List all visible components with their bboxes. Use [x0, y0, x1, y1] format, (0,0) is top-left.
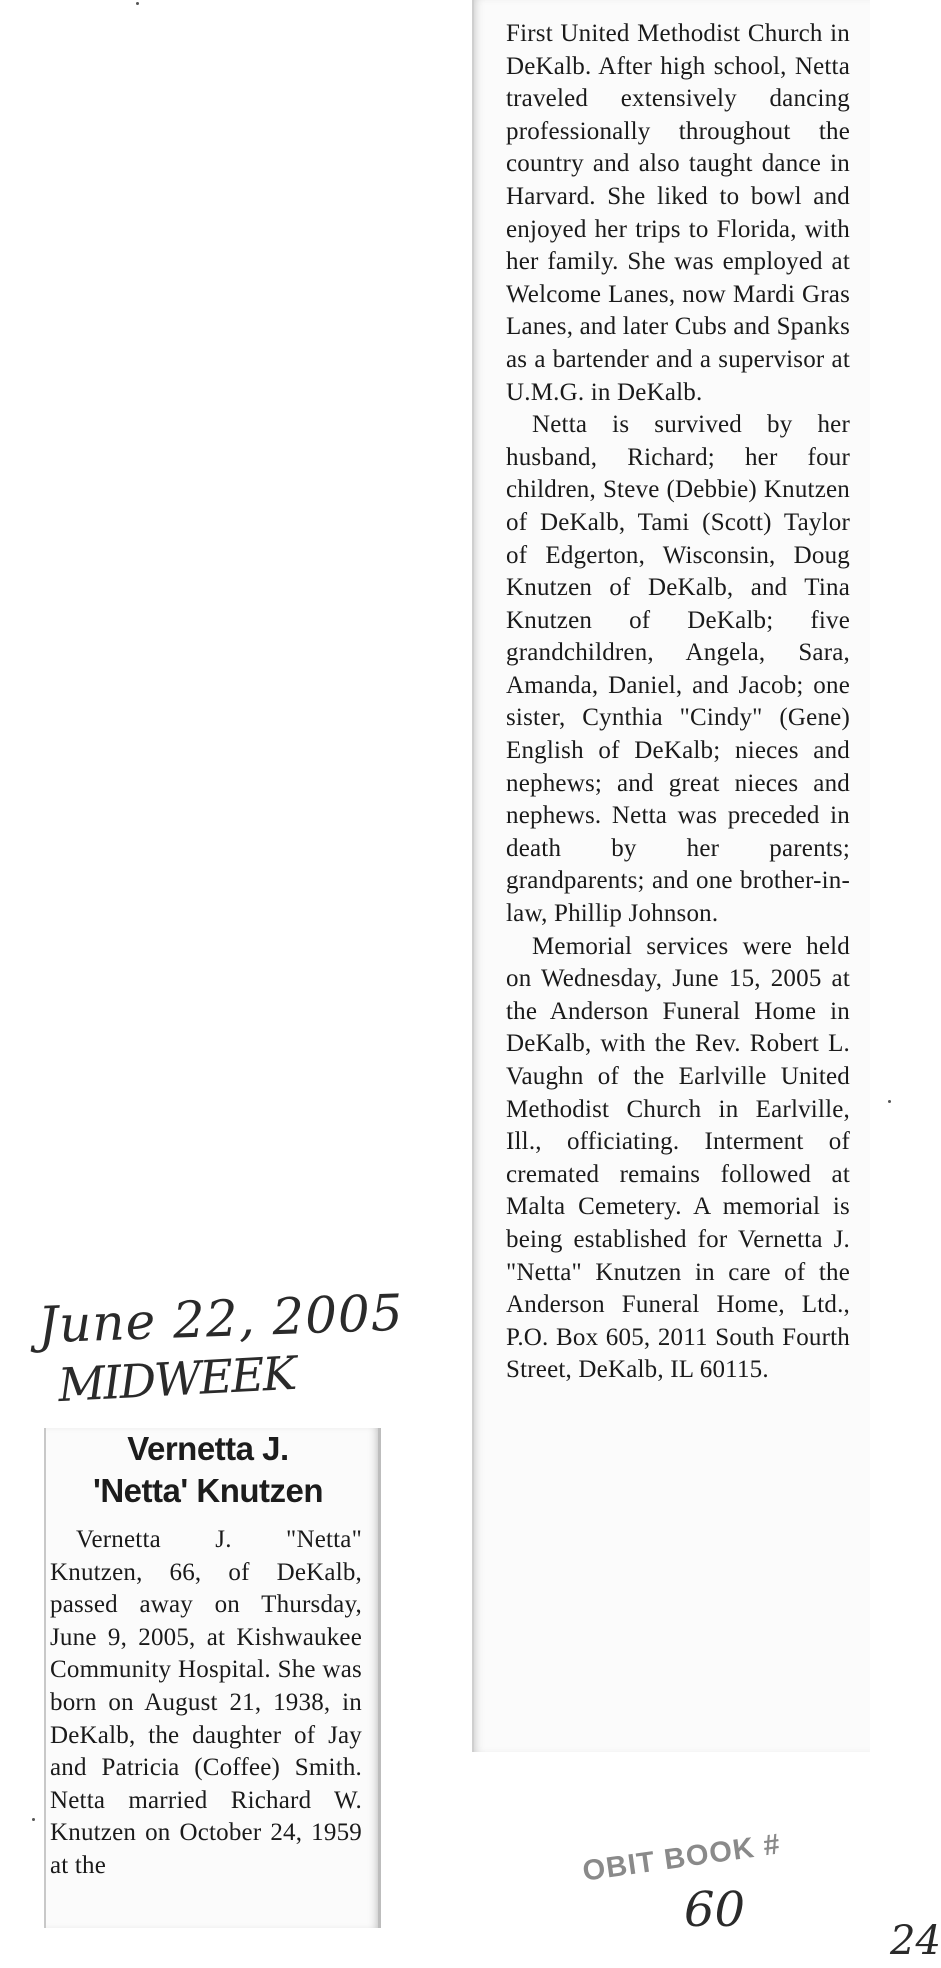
- headline-line-1: Vernetta J.: [127, 1430, 289, 1467]
- left-paragraph: Vernetta J. "Netta" Knutzen, 66, of DeKalb, passed away on Thursday, June 9, 2005, at Kishwaukee Community Hospital. She was born on August 21, 1938, in DeKalb, the daughter of Jay and Patricia (Coffee) Smith. Netta married Richard W. Knutzen on October 24, 1959 at the: [50, 1526, 362, 1879]
- left-column: [50, 1524, 362, 1883]
- right-paragraph-3: Memorial services were held on Wednesday, June 15, 2005 at the Anderson Funeral Home in DeKalb, with the Rev. Robert L. Vaughn of the Earlville United Methodist Church in Earlville, Ill., officiating. Interment of cremated remains followed at Malta Cemetery. A memorial is being established for Vernetta J. "Netta" Knutzen in care of the Anderson Funeral Home, Ltd., P.O. Box 605, 2011 South Fourth Street, DeKalb, IL 60115.: [506, 932, 850, 1384]
- headline-line-2: 'Netta' Knutzen: [92, 1472, 324, 1509]
- scan-speck: [888, 1100, 891, 1103]
- right-column: [506, 18, 850, 1387]
- right-paragraph-1: First United Methodist Church in DeKalb. After high school, Netta traveled extensively dancing professionally throughout the country and also taught dance in Harvard. She liked to bowl and enjoyed her trips to Florida, with her family. She was employed at Welcome Lanes, now Mardi Gras Lanes, and later Cubs and Spanks as a bartender and a supervisor at U.M.G. in DeKalb.: [506, 20, 850, 406]
- handwritten-source: MIDWEEK: [56, 1345, 297, 1413]
- handwritten-note: [37, 1283, 405, 1420]
- right-paragraph-2: Netta is survived by her husband, Richard; her four children, Steve (Debbie) Knutzen of DeKalb, Tami (Scott) Taylor of Edgerton, Wisconsin, Doug Knutzen of DeKalb, and Tina Knutzen of DeKalb; five grandchildren, Angela, Sara, Amanda, Daniel, and Jacob; one sister, Cynthia "Cindy" (Gene) English of DeKalb; nieces and nephews; and great nieces and nephews. Netta was preceded in death by her parents; grandparents; and one brother-in-law, Phillip Johnson.: [506, 411, 850, 928]
- handwritten-date: June 22, 2005: [37, 1283, 405, 1355]
- obituary-headline: [52, 1428, 364, 1512]
- obit-book-stamp: OBIT BOOK #: [580, 1828, 783, 1888]
- obit-book-number: 60: [684, 1882, 746, 1938]
- scan-speck: [136, 2, 139, 5]
- page-number: 24: [890, 1918, 941, 1964]
- scan-speck: [32, 1818, 35, 1821]
